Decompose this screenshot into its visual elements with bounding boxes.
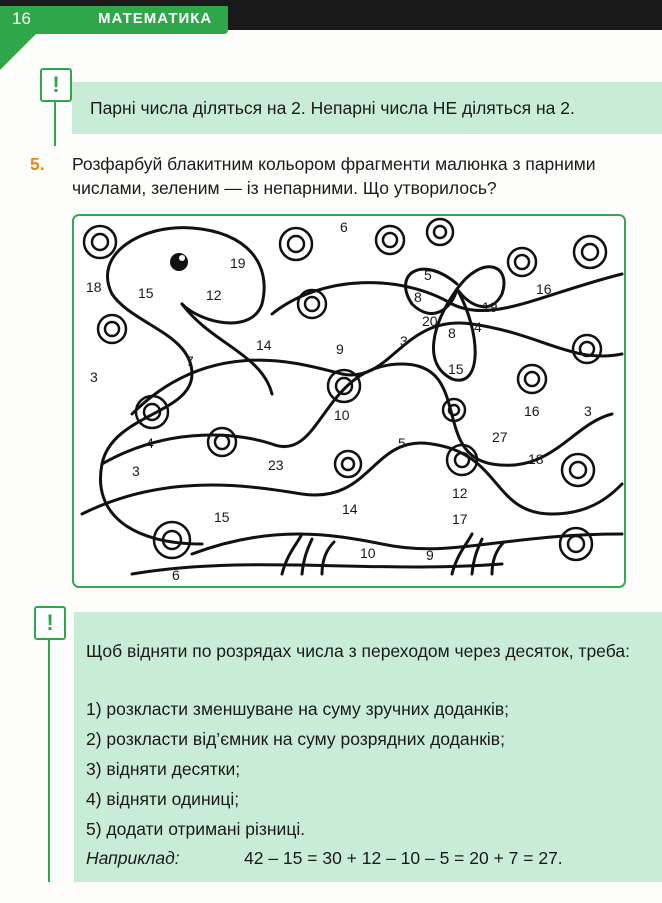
region-number: 6 bbox=[340, 219, 348, 235]
region-number: 16 bbox=[524, 403, 540, 419]
region-number: 3 bbox=[132, 463, 140, 479]
coloring-picture-svg bbox=[72, 214, 626, 588]
list-item: 1) розкласти зменшуване на суму зручних доданків; bbox=[86, 699, 509, 719]
region-number: 19 bbox=[230, 255, 246, 271]
region-number: 9 bbox=[426, 547, 434, 563]
region-number: 8 bbox=[448, 325, 456, 341]
steps-list bbox=[86, 694, 509, 844]
rule-text: Парні числа діляться на 2. Непарні числа НЕ діляться на 2. bbox=[90, 98, 575, 118]
region-number: 12 bbox=[206, 287, 222, 303]
list-item: 4) відняти одиниці; bbox=[86, 789, 240, 809]
region-number: 15 bbox=[214, 509, 230, 525]
region-number: 19 bbox=[482, 299, 498, 315]
snake-eye-highlight bbox=[179, 255, 185, 261]
region-number: 18 bbox=[86, 279, 102, 295]
snake-eye-icon bbox=[170, 253, 188, 271]
region-number: 10 bbox=[334, 407, 350, 423]
exclamation-icon: ! bbox=[40, 68, 72, 102]
region-number: 14 bbox=[256, 337, 272, 353]
region-number: 14 bbox=[342, 501, 358, 517]
task-text: Розфарбуй блакитним кольором фрагменти малюнка з парними числами, зеленим — із непарними. Що утворилось? bbox=[72, 154, 596, 198]
note-marker-line bbox=[48, 638, 50, 882]
task-number: 5. bbox=[30, 154, 45, 174]
region-number: 4 bbox=[146, 435, 154, 451]
region-number: 16 bbox=[536, 281, 552, 297]
region-number: 27 bbox=[492, 429, 508, 445]
region-number: 3 bbox=[400, 333, 408, 349]
list-item: 3) відняти десятки; bbox=[86, 759, 241, 779]
page-header bbox=[0, 0, 662, 44]
region-number: 18 bbox=[528, 451, 544, 467]
region-number: 5 bbox=[398, 435, 406, 451]
region-number: 5 bbox=[424, 267, 432, 283]
region-number: 15 bbox=[448, 361, 464, 377]
exclamation-icon: ! bbox=[34, 606, 66, 640]
rule-box bbox=[72, 82, 662, 134]
page-number: 16 bbox=[12, 9, 31, 28]
note-intro: Щоб відняти по розрядах числа з переходом через десяток, треба: bbox=[86, 641, 630, 661]
section-title: МАТЕМАТИКА bbox=[98, 10, 213, 27]
region-number: 9 bbox=[336, 341, 344, 357]
example-label: Наприклад: bbox=[86, 848, 180, 868]
list-item: 5) додати отримані різниці. bbox=[86, 819, 306, 839]
region-number: 17 bbox=[452, 511, 468, 527]
region-number: 20 bbox=[422, 313, 438, 329]
region-number: 8 bbox=[414, 289, 422, 305]
region-number: 10 bbox=[360, 545, 376, 561]
region-number: 6 bbox=[172, 567, 180, 583]
example-equation: 42 – 15 = 30 + 12 – 10 – 5 = 20 + 7 = 27. bbox=[244, 848, 563, 868]
note-box bbox=[74, 612, 662, 882]
region-number: 23 bbox=[268, 457, 284, 473]
corner-triangle bbox=[0, 30, 40, 70]
region-number: 3 bbox=[90, 369, 98, 385]
rule-marker-line bbox=[54, 100, 56, 146]
region-number: 15 bbox=[138, 285, 154, 301]
region-number: 7 bbox=[186, 353, 194, 369]
region-number: 12 bbox=[452, 485, 468, 501]
list-item: 2) розкласти від’ємник на суму розрядних доданків; bbox=[86, 729, 505, 749]
region-number: 3 bbox=[584, 403, 592, 419]
example-line bbox=[86, 848, 563, 869]
region-number: 4 bbox=[474, 319, 482, 335]
coloring-picture bbox=[72, 214, 626, 588]
